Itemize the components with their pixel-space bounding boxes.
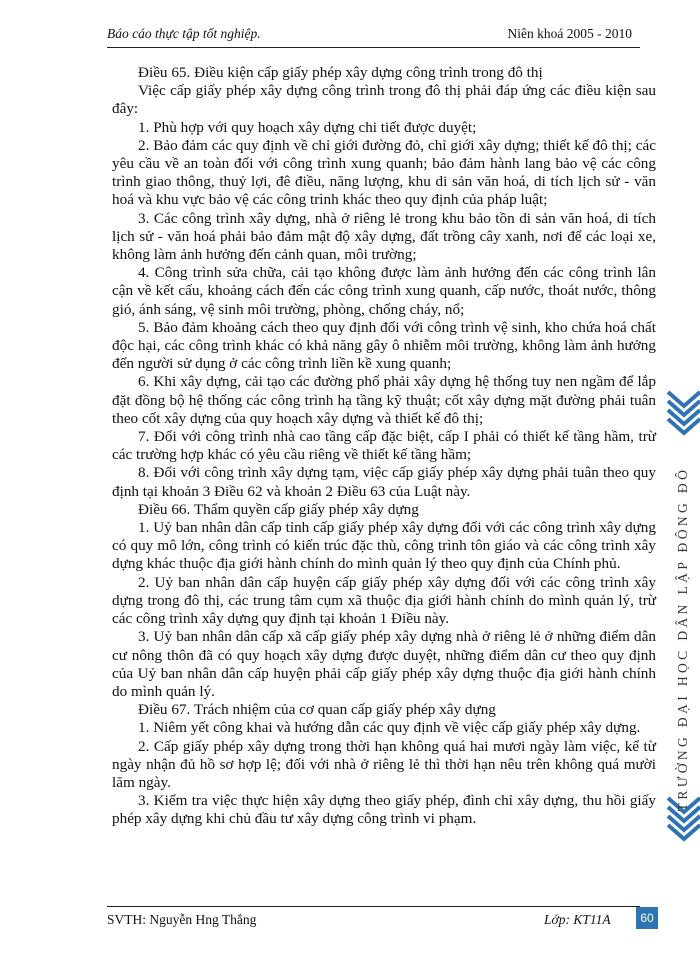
article-67-title: Điều 67. Trách nhiệm của cơ quan cấp giấy phép xây dựng xyxy=(138,701,496,719)
paragraph: 2. Uỷ ban nhân dân cấp huyện cấp giấy phép xây dựng đối với các công trình xây dựng trong đô thị, các trung tâm cụm xã thuộc địa giới hành chính do mình quản lý, trừ các công trình xây dựng quy định tại khoản 1 Điều này. xyxy=(112,573,656,628)
paragraph: 2. Cấp giấy phép xây dựng trong thời hạn không quá hai mươi ngày làm việc, kể từ ngày nhận đủ hồ sơ hợp lệ; đối với nhà ở riêng lẻ thì thời hạn nêu trên không quá mười lăm ngày. xyxy=(112,737,656,791)
paragraph: 5. Bảo đảm khoảng cách theo quy định đối với công trình vệ sinh, kho chứa hoá chất độc hại, các công trình khác có khả năng gây ô nhiễm môi trường, không làm ảnh hưởng đến người sử dụng ở các công trình liền kề xung quanh; xyxy=(112,318,656,373)
header-left: Báo cáo thực tập tốt nghiệp. xyxy=(107,26,261,41)
header-rule xyxy=(107,47,640,48)
header-right: Niên khoá 2005 - 2010 xyxy=(507,26,632,41)
paragraph: 7. Đối với công trình nhà cao tầng cấp đặc biệt, cấp I phải có thiết kế tầng hầm, trừ các trường hợp khác có yêu cầu riêng về thiết kế tầng hầm; xyxy=(112,428,656,464)
paragraph: 1. Uỷ ban nhân dân cấp tỉnh cấp giấy phép xây dựng đối với các công trình xây dựng có quy mô lớn, công trình có kiến trúc đặc thù, công trình tôn giáo và các công trình xây dựng khác thuộc địa giới hành chính do mình quản lý theo quy định của Chính phủ. xyxy=(112,519,656,573)
footer-rule xyxy=(107,906,640,907)
footer-class: Lớp: KT11A xyxy=(544,912,611,927)
paragraph: 6. Khi xây dựng, cải tạo các đường phố phải xây dựng hệ thống tuy nen ngầm để lắp đặt đồng bộ hệ thống các công trình hạ tầng kỹ thuật; cốt xây dựng mặt đường phải tuân theo cốt xây dựng của quy hoạch xây dựng và thiết kế đô thị; xyxy=(112,373,656,427)
footer-student: SVTH: Nguyễn Hng Thắng xyxy=(107,912,257,927)
paragraph: 1. Phù hợp với quy hoạch xây dựng chi tiết được duyệt; xyxy=(138,118,477,136)
university-name: TRƯỜNG ĐẠI HỌC DÂN LẬP ĐÔNG ĐÔ xyxy=(675,466,690,812)
article-66-title: Điều 66. Thẩm quyền cấp giấy phép xây dựng xyxy=(138,500,419,518)
page-header xyxy=(107,22,640,48)
paragraph: 4. Công trình sửa chữa, cải tạo không được làm ảnh hưởng đến các công trình lân cận về kết cấu, khoảng cách đến các công trình xung quanh, cấp nước, thoát nước, thông gió, ánh sáng, vệ sinh môi trường, phòng, chống cháy, nổ; xyxy=(112,264,656,318)
paragraph: 2. Bảo đảm các quy định về chỉ giới đường đỏ, chỉ giới xây dựng; thiết kế đô thị; các yêu cầu về an toàn đối với công trình xung quanh; bảo đảm hành lang bảo vệ các công trình giao thông, thuỷ lợi, đê điều, năng lượng, khu di sản văn hoá, di tích lịch sử - văn hoá và khu vực bảo vệ các công trình khác theo quy định của pháp luật; xyxy=(112,136,656,209)
paragraph: 3. Các công trình xây dựng, nhà ở riêng lẻ trong khu bảo tồn di sản văn hoá, di tích lịch sử - văn hoá phải bảo đảm mật độ xây dựng, đất trồng cây xanh, nơi để các loại xe, không làm ảnh hưởng đến cảnh quan, môi trường; xyxy=(112,209,656,264)
article-65-title: Điều 65. Điều kiện cấp giấy phép xây dựng công trình trong đô thị xyxy=(138,64,543,81)
page-number: 60 xyxy=(636,907,658,929)
paragraph: 8. Đối với công trình xây dựng tạm, việc cấp giấy phép xây dựng phải tuân theo quy định tại khoản 3 Điều 62 và khoản 2 Điều 63 của Luật này. xyxy=(112,464,656,500)
paragraph: 3. Kiểm tra việc thực hiện xây dựng theo giấy phép, đình chỉ xây dựng, thu hồi giấy phép xây dựng khi chủ đầu tư xây dựng công trình vi phạm. xyxy=(112,792,656,828)
paragraph: 3. Uỷ ban nhân dân cấp xã cấp giấy phép xây dựng nhà ở riêng lẻ ở những điểm dân cư nông thôn đã có quy hoạch xây dựng được duyệt, những điểm dân cư theo quy định của Uỷ ban nhân dân cấp huyện phải cấp giấy phép xây dựng thuộc địa giới hành chính do mình quản lý. xyxy=(112,628,656,700)
document-body xyxy=(112,64,656,829)
paragraph: 1. Niêm yết công khai và hướng dẫn các quy định về việc cấp giấy phép xây dựng. xyxy=(138,719,641,737)
paragraph: Việc cấp giấy phép xây dựng công trình trong đô thị phải đáp ứng các điều kiện sau đây: xyxy=(112,82,656,118)
